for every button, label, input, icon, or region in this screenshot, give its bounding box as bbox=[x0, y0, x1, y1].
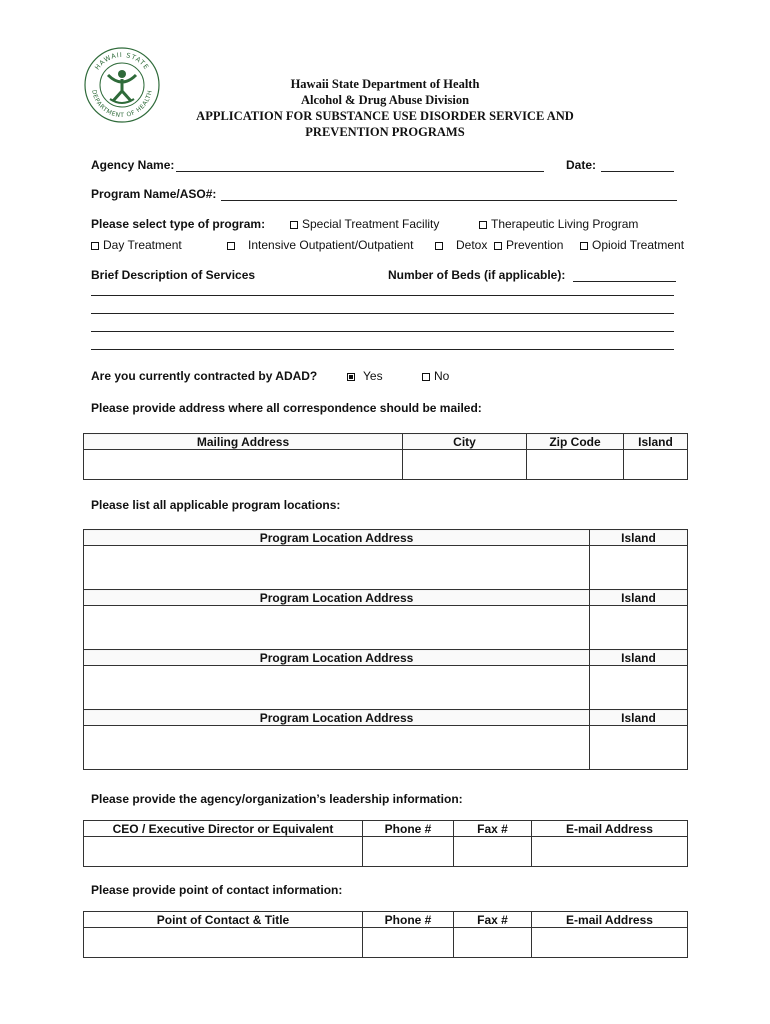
mailing-address-cell[interactable] bbox=[84, 450, 403, 480]
header-location-address: Program Location Address bbox=[84, 710, 590, 726]
document-header bbox=[0, 76, 770, 140]
agency-name-field[interactable] bbox=[176, 171, 544, 172]
option-label: Yes bbox=[363, 369, 383, 383]
contracted-no-option[interactable] bbox=[422, 369, 449, 383]
option-prevention[interactable] bbox=[494, 238, 563, 252]
checkbox-icon[interactable] bbox=[580, 242, 588, 250]
header-division: Alcohol & Drug Abuse Division bbox=[300, 93, 470, 107]
checkbox-icon[interactable] bbox=[435, 242, 443, 250]
program-locations-table bbox=[83, 529, 688, 770]
fax-cell[interactable] bbox=[454, 837, 532, 867]
location-address-cell[interactable] bbox=[84, 666, 590, 710]
svg-text:DEPARTMENT OF HEALTH: DEPARTMENT OF HEALTH bbox=[90, 89, 154, 120]
header-location-address: Program Location Address bbox=[84, 590, 590, 606]
option-detox[interactable] bbox=[435, 238, 487, 252]
description-line[interactable] bbox=[91, 313, 674, 314]
option-label: Prevention bbox=[506, 238, 564, 252]
header-point-of-contact: Point of Contact & Title bbox=[84, 912, 363, 928]
ceo-cell[interactable] bbox=[84, 837, 363, 867]
header-phone: Phone # bbox=[363, 912, 454, 928]
island-cell[interactable] bbox=[590, 726, 688, 770]
header-location-address: Program Location Address bbox=[84, 530, 590, 546]
option-label: Therapeutic Living Program bbox=[491, 217, 639, 231]
phone-cell[interactable] bbox=[363, 928, 454, 958]
checkbox-icon[interactable] bbox=[494, 242, 502, 250]
leadership-table bbox=[83, 820, 688, 867]
option-special-treatment[interactable] bbox=[290, 217, 439, 231]
option-opioid-treatment[interactable] bbox=[580, 238, 684, 252]
option-day-treatment[interactable] bbox=[91, 238, 182, 252]
contact-instruction: Please provide point of contact information: bbox=[91, 883, 343, 897]
date-field[interactable] bbox=[601, 171, 674, 172]
checkbox-icon[interactable] bbox=[227, 242, 235, 250]
option-label: Opioid Treatment bbox=[592, 238, 685, 252]
header-email: E-mail Address bbox=[532, 821, 688, 837]
leadership-instruction: Please provide the agency/organization’s leadership information: bbox=[91, 792, 463, 806]
agency-name-label: Agency Name: bbox=[91, 158, 175, 172]
city-cell[interactable] bbox=[403, 450, 527, 480]
locations-instruction: Please list all applicable program locations: bbox=[91, 498, 341, 512]
mailing-address-table bbox=[83, 433, 688, 480]
header-phone: Phone # bbox=[363, 821, 454, 837]
option-label: No bbox=[434, 369, 450, 383]
description-line[interactable] bbox=[91, 331, 674, 332]
header-email: E-mail Address bbox=[532, 912, 688, 928]
location-address-cell[interactable] bbox=[84, 546, 590, 590]
description-line[interactable] bbox=[91, 349, 674, 350]
phone-cell[interactable] bbox=[363, 837, 454, 867]
header-island: Island bbox=[590, 590, 688, 606]
header-island: Island bbox=[590, 710, 688, 726]
option-label: Day Treatment bbox=[103, 238, 182, 252]
header-title-line1: APPLICATION FOR SUBSTANCE USE DISORDER SERVICE AND bbox=[196, 109, 574, 123]
checkbox-icon[interactable] bbox=[91, 242, 99, 250]
number-of-beds-field[interactable] bbox=[573, 281, 676, 282]
option-label: Detox bbox=[456, 238, 488, 252]
zip-code-cell[interactable] bbox=[527, 450, 624, 480]
header-island: Island bbox=[590, 650, 688, 666]
program-type-label: Please select type of program: bbox=[91, 217, 266, 231]
header-city: City bbox=[403, 434, 527, 450]
checkbox-icon[interactable] bbox=[290, 221, 298, 229]
mailing-instruction: Please provide address where all correspondence should be mailed: bbox=[91, 401, 482, 415]
header-island: Island bbox=[590, 530, 688, 546]
header-island: Island bbox=[624, 434, 688, 450]
header-fax: Fax # bbox=[454, 821, 532, 837]
header-fax: Fax # bbox=[454, 912, 532, 928]
location-address-cell[interactable] bbox=[84, 606, 590, 650]
option-label: Intensive Outpatient/Outpatient bbox=[248, 238, 414, 252]
option-label: Special Treatment Facility bbox=[302, 217, 440, 231]
svg-text:HAWAII STATE: HAWAII STATE bbox=[93, 50, 151, 72]
brief-description-label: Brief Description of Services bbox=[91, 268, 256, 282]
island-cell[interactable] bbox=[590, 546, 688, 590]
option-intensive-outpatient[interactable] bbox=[227, 238, 413, 252]
program-name-field[interactable] bbox=[221, 200, 677, 201]
header-department: Hawaii State Department of Health bbox=[290, 77, 480, 91]
location-address-cell[interactable] bbox=[84, 726, 590, 770]
contact-table bbox=[83, 911, 688, 958]
header-title-line2: PREVENTION PROGRAMS bbox=[305, 125, 465, 139]
option-therapeutic-living[interactable] bbox=[479, 217, 638, 231]
contracted-question: Are you currently contracted by ADAD? bbox=[91, 369, 318, 383]
checked-checkbox-icon[interactable] bbox=[347, 373, 355, 381]
program-name-label: Program Name/ASO#: bbox=[91, 187, 217, 201]
island-cell[interactable] bbox=[590, 606, 688, 650]
header-ceo: CEO / Executive Director or Equivalent bbox=[84, 821, 363, 837]
island-cell[interactable] bbox=[590, 666, 688, 710]
checkbox-icon[interactable] bbox=[422, 373, 430, 381]
email-cell[interactable] bbox=[532, 837, 688, 867]
number-of-beds-label: Number of Beds (if applicable): bbox=[388, 268, 566, 282]
header-location-address: Program Location Address bbox=[84, 650, 590, 666]
date-label: Date: bbox=[566, 158, 597, 172]
description-line[interactable] bbox=[91, 295, 674, 296]
header-mailing-address: Mailing Address bbox=[84, 434, 403, 450]
island-cell[interactable] bbox=[624, 450, 688, 480]
checkbox-icon[interactable] bbox=[479, 221, 487, 229]
header-zip-code: Zip Code bbox=[527, 434, 624, 450]
contact-cell[interactable] bbox=[84, 928, 363, 958]
contracted-yes-option[interactable] bbox=[347, 369, 383, 383]
email-cell[interactable] bbox=[532, 928, 688, 958]
fax-cell[interactable] bbox=[454, 928, 532, 958]
